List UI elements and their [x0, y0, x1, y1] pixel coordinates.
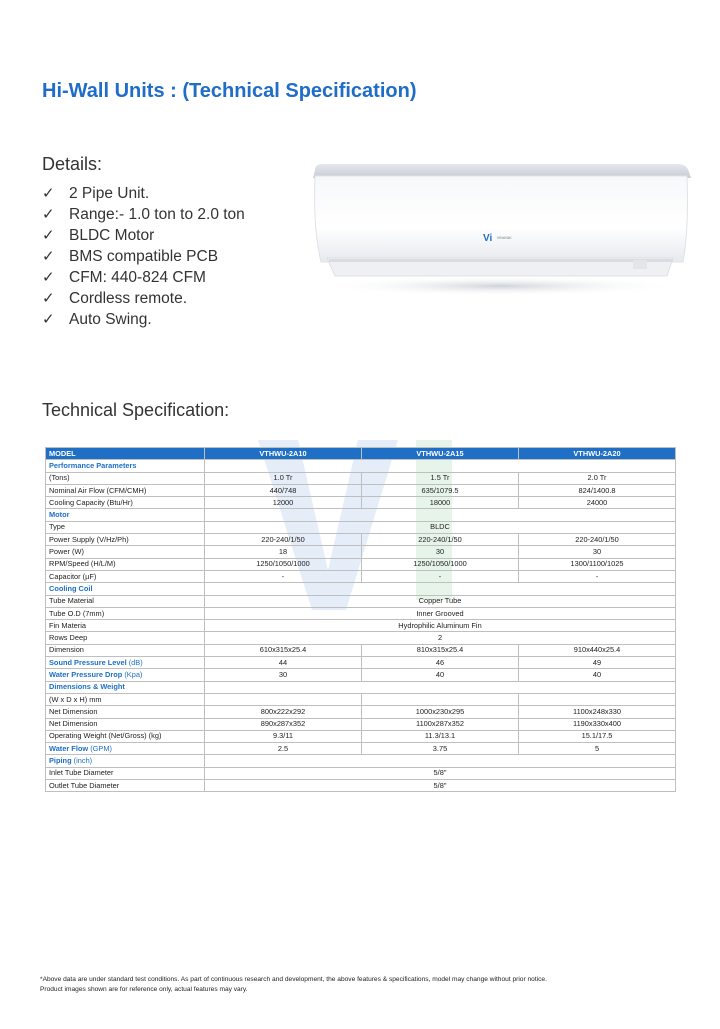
spec-value: 1250/1050/1000 — [205, 558, 362, 570]
spec-value: 1100x287x352 — [362, 718, 519, 730]
spec-value: 9.3/11 — [205, 730, 362, 742]
spec-row — [46, 558, 676, 570]
section-label-text: Water Pressure Drop — [49, 669, 123, 679]
spec-value: 24000 — [519, 497, 676, 509]
spec-value: 1300/1100/1025 — [519, 558, 676, 570]
spec-row — [46, 472, 676, 484]
section-label-text: Dimensions & Weight — [49, 682, 125, 692]
spec-value: 5 — [519, 743, 676, 755]
spec-row — [46, 767, 676, 779]
header-model-1: VTHWU-2A10 — [205, 448, 362, 460]
spec-row — [46, 706, 676, 718]
spec-value-merged: 5/8" — [205, 767, 676, 779]
details-item-text: Range:- 1.0 ton to 2.0 ton — [69, 206, 245, 223]
spec-label: Capacitor (µF) — [46, 570, 205, 582]
spec-row — [46, 780, 676, 792]
spec-label: Inlet Tube Diameter — [46, 767, 205, 779]
spec-value: 1.0 Tr — [205, 472, 362, 484]
spec-value: 890x287x352 — [205, 718, 362, 730]
check-icon: ✓ — [42, 206, 55, 223]
section-label — [46, 509, 205, 521]
spec-value-empty — [205, 681, 676, 693]
spec-value-merged: Inner Grooved — [205, 607, 676, 619]
spec-label: RPM/Speed (H/L/M) — [46, 558, 205, 570]
footnote — [40, 975, 690, 995]
details-item-text: Cordless remote. — [69, 290, 188, 307]
spec-value: 30 — [205, 669, 362, 681]
spec-value: 810x315x25.4 — [362, 644, 519, 656]
spec-label: Fin Materia — [46, 620, 205, 632]
details-item-text: BMS compatible PCB — [69, 248, 219, 265]
section-label — [46, 755, 205, 767]
brand-mark: Vi — [483, 233, 493, 244]
spec-value: 800x222x292 — [205, 706, 362, 718]
spec-value — [205, 693, 362, 705]
header-model-2: VTHWU-2A15 — [362, 448, 519, 460]
check-icon: ✓ — [42, 311, 55, 328]
header-model-3: VTHWU-2A20 — [519, 448, 676, 460]
section-label-text: Piping — [49, 756, 72, 766]
spec-row — [46, 632, 676, 644]
section-label — [46, 681, 205, 693]
spec-row — [46, 693, 676, 705]
spec-label: Nominal Air Flow (CFM/CMH) — [46, 484, 205, 496]
spec-label: Type — [46, 521, 205, 533]
section-label — [46, 743, 205, 755]
spec-value-merged: 2 — [205, 632, 676, 644]
spec-value — [519, 693, 676, 705]
spec-value: 40 — [519, 669, 676, 681]
section-label-text: Sound Pressure Level — [49, 657, 127, 667]
spec-row — [46, 743, 676, 755]
spec-value: 3.75 — [362, 743, 519, 755]
spec-value-merged: Copper Tube — [205, 595, 676, 607]
spec-row — [46, 521, 676, 533]
spec-value: 46 — [362, 657, 519, 669]
section-label-text: Performance Parameters — [49, 460, 137, 470]
spec-label: Rows Deep — [46, 632, 205, 644]
spec-value: 12000 — [205, 497, 362, 509]
spec-row — [46, 657, 676, 669]
spec-heading: Technical Specification: — [42, 400, 230, 420]
spec-value: 910x440x25.4 — [519, 644, 676, 656]
spec-value: 610x315x25.4 — [205, 644, 362, 656]
details-item-text: CFM: 440-824 CFM — [69, 269, 206, 286]
details-item — [42, 309, 245, 330]
spec-label: Power (W) — [46, 546, 205, 558]
spec-value — [362, 693, 519, 705]
section-unit: (Kpa) — [124, 669, 143, 679]
spec-value: - — [205, 570, 362, 582]
spec-row — [46, 595, 676, 607]
section-label-text: Water Flow — [49, 743, 89, 753]
spec-value-empty — [205, 509, 676, 521]
spec-row — [46, 509, 676, 521]
check-icon: ✓ — [42, 290, 55, 307]
spec-row — [46, 607, 676, 619]
spec-value: 44 — [205, 657, 362, 669]
spec-value: 1100x248x330 — [519, 706, 676, 718]
spec-row — [46, 497, 676, 509]
details-item — [42, 204, 245, 225]
spec-label: Cooling Capacity (Btu/Hr) — [46, 497, 205, 509]
spec-row — [46, 669, 676, 681]
spec-value: - — [519, 570, 676, 582]
details-item-text: Auto Swing. — [69, 311, 152, 328]
spec-value: 1190x330x400 — [519, 718, 676, 730]
spec-value: 824/1400.8 — [519, 484, 676, 496]
details-heading: Details: — [42, 154, 103, 174]
spec-value: 11.3/13.1 — [362, 730, 519, 742]
spec-row — [46, 484, 676, 496]
spec-value: - — [362, 570, 519, 582]
spec-row — [46, 681, 676, 693]
spec-value-empty — [205, 583, 676, 595]
check-icon: ✓ — [42, 185, 55, 202]
section-unit: (GPM) — [90, 743, 112, 753]
spec-value-empty — [205, 755, 676, 767]
spec-label: Power Supply (V/Hz/Ph) — [46, 534, 205, 546]
section-label — [46, 669, 205, 681]
details-item-text: BLDC Motor — [69, 227, 155, 244]
section-label-text: Cooling Coil — [49, 583, 93, 593]
details-item — [42, 267, 245, 288]
section-unit: (dB) — [128, 657, 143, 667]
check-icon: ✓ — [42, 227, 55, 244]
section-label-text: Motor — [49, 510, 70, 520]
spec-row — [46, 620, 676, 632]
spec-value-merged: BLDC — [205, 521, 676, 533]
spec-row — [46, 460, 676, 472]
details-list — [42, 183, 245, 330]
spec-row — [46, 570, 676, 582]
spec-value: 40 — [362, 669, 519, 681]
header-model: MODEL — [46, 448, 205, 460]
spec-value-empty — [205, 460, 676, 472]
spec-value: 220-240/1/50 — [519, 534, 676, 546]
spec-label: Tube O.D (7mm) — [46, 607, 205, 619]
details-item — [42, 183, 245, 204]
spec-header-row — [46, 448, 676, 460]
section-label — [46, 583, 205, 595]
spec-value: 1.5 Tr — [362, 472, 519, 484]
details-item — [42, 246, 245, 267]
spec-label: Outlet Tube Diameter — [46, 780, 205, 792]
spec-row — [46, 546, 676, 558]
spec-row — [46, 644, 676, 656]
spec-label: (Tons) — [46, 472, 205, 484]
spec-value: 49 — [519, 657, 676, 669]
spec-row — [46, 583, 676, 595]
spec-value: 220-240/1/50 — [362, 534, 519, 546]
spec-value: 15.1/17.5 — [519, 730, 676, 742]
spec-value: 30 — [362, 546, 519, 558]
spec-value: 1250/1050/1000 — [362, 558, 519, 570]
spec-value: 18000 — [362, 497, 519, 509]
spec-label: Dimension — [46, 644, 205, 656]
spec-body — [46, 460, 676, 792]
section-label — [46, 657, 205, 669]
spec-label: Net Dimension — [46, 706, 205, 718]
spec-row — [46, 755, 676, 767]
spec-value: 30 — [519, 546, 676, 558]
spec-value-merged: Hydrophilic Aluminum Fin — [205, 620, 676, 632]
spec-label: Operating Weight (Net/Gross) (kg) — [46, 730, 205, 742]
details-item — [42, 225, 245, 246]
spec-value: 635/1079.5 — [362, 484, 519, 496]
spec-value-merged: 5/8" — [205, 780, 676, 792]
spec-row — [46, 718, 676, 730]
spec-label: Net Dimension — [46, 718, 205, 730]
spec-row — [46, 730, 676, 742]
section-unit: (inch) — [73, 756, 93, 766]
spec-row — [46, 534, 676, 546]
spec-value: 2.0 Tr — [519, 472, 676, 484]
details-item-text: 2 Pipe Unit. — [69, 185, 150, 202]
air-conditioner-image — [305, 158, 695, 300]
spec-label: (W x D x H) mm — [46, 693, 205, 705]
spec-value: 220-240/1/50 — [205, 534, 362, 546]
check-icon: ✓ — [42, 269, 55, 286]
spec-value: 440/748 — [205, 484, 362, 496]
page-title: Hi-Wall Units : (Technical Specification) — [42, 80, 417, 102]
spec-value: 18 — [205, 546, 362, 558]
footnote-line-2: Product images shown are for reference only, actual features may vary. — [40, 986, 248, 993]
details-item — [42, 288, 245, 309]
section-label — [46, 460, 205, 472]
check-icon: ✓ — [42, 248, 55, 265]
spec-label: Tube Material — [46, 595, 205, 607]
spec-table — [45, 447, 676, 792]
footnote-line-1: *Above data are under standard test conditions. As part of continuous research and development, the above features & specifications, model may change without prior notice. — [40, 976, 547, 983]
spec-value: 1000x230x295 — [362, 706, 519, 718]
brand-text: VINAYAK — [497, 236, 512, 240]
spec-value: 2.5 — [205, 743, 362, 755]
